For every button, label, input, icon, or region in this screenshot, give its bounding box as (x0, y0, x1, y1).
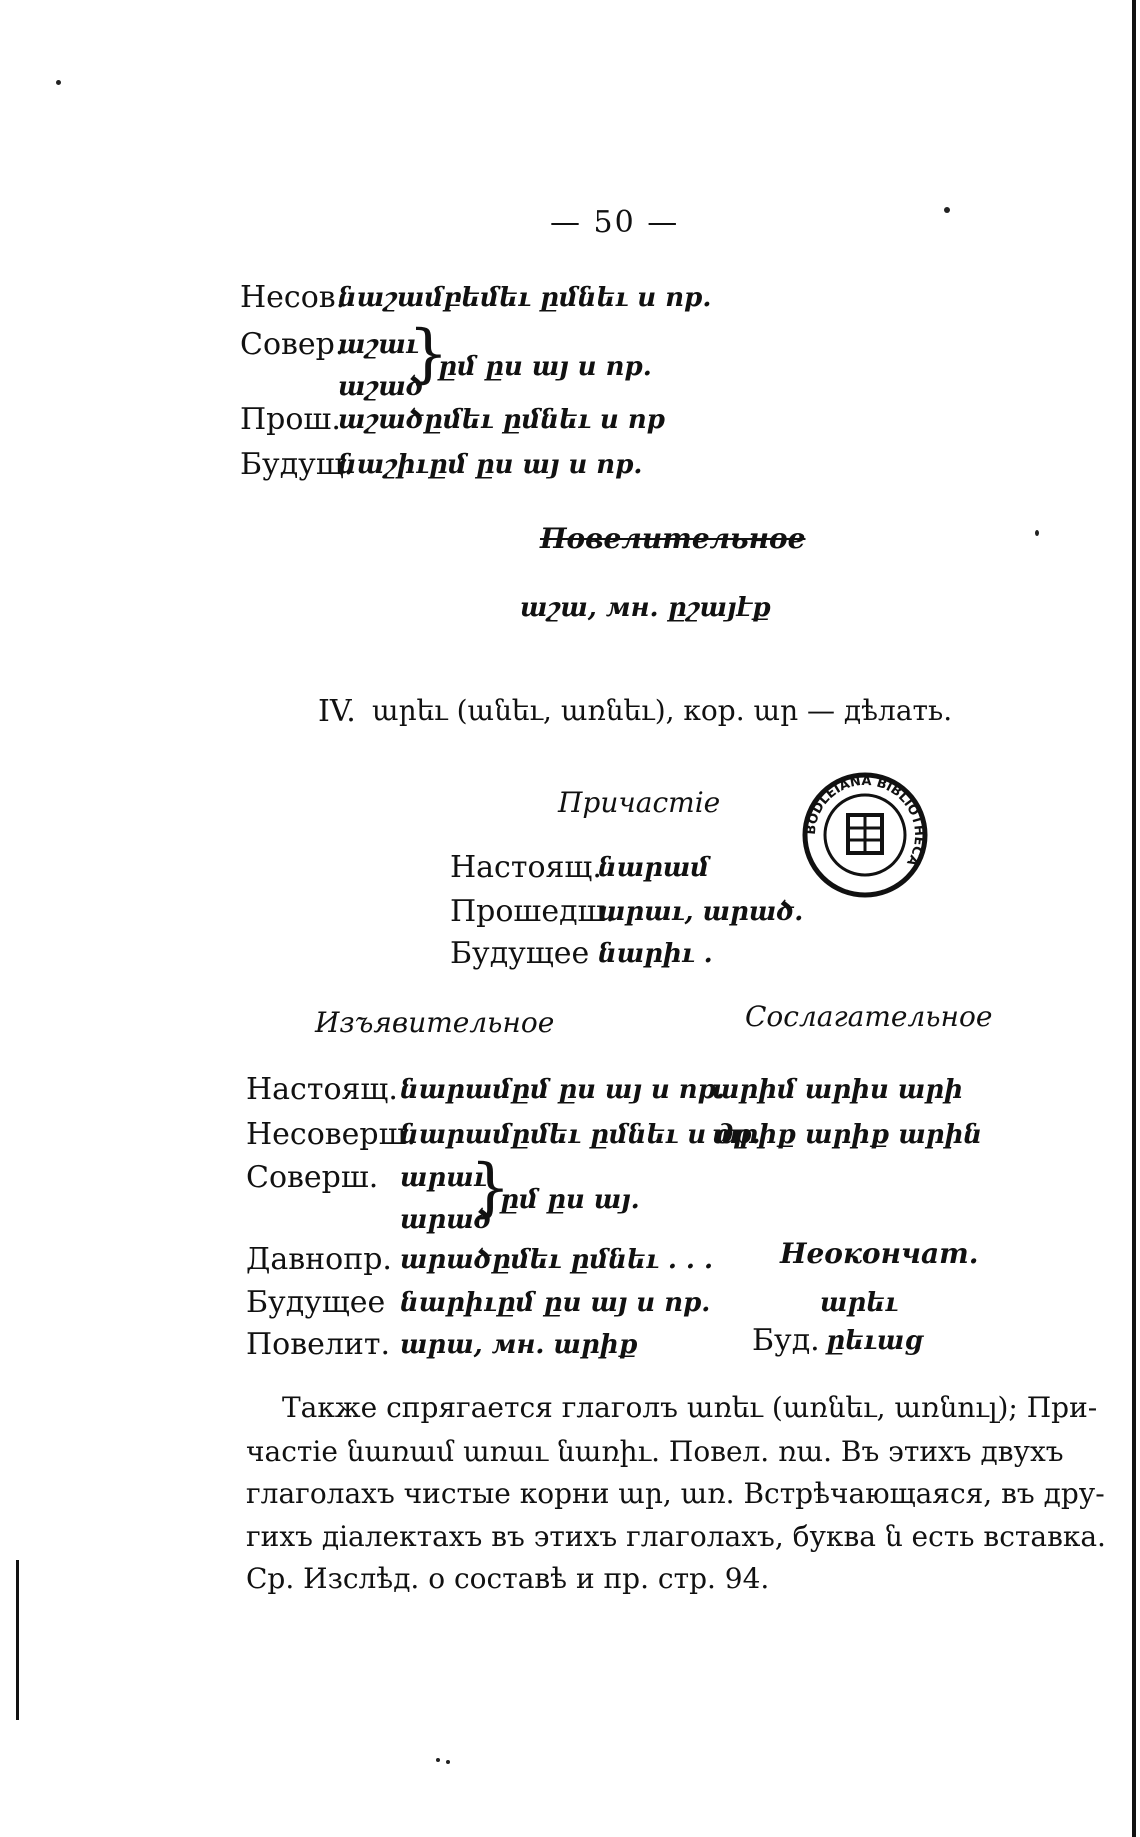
conj-label: Несоверш. (246, 1117, 417, 1152)
participle-label: Настоящ. (450, 850, 602, 885)
paragraph-line: частіе նառամ առաւ նառիւ. Повел. ռա. Въ этихъ двухъ (246, 1435, 1064, 1468)
conj-label: Повелит. (246, 1327, 391, 1362)
conj-subj: արեւ (820, 1288, 898, 1318)
paragraph-line: гихъ діалектахъ въ этихъ глаголахъ, буква ն есть вставка. (246, 1520, 1106, 1553)
participle-value: նարամ (598, 853, 710, 883)
conj-main: նարիւըմ ըս այ и пр. (400, 1288, 711, 1318)
paragraph-line: глаголахъ чистые корни ար, առ. Встрѣчающаяся, въ дру- (246, 1477, 1105, 1510)
imperative-line: աշա, мн. ըշայէք (520, 593, 771, 623)
conj-subj: արիմ արիս արի (712, 1075, 963, 1105)
conj-subj-label: Буд. (752, 1323, 820, 1358)
conj-main: նարամըմեւ ըմնեւ и др. (400, 1120, 761, 1150)
scan-speck (1035, 530, 1039, 536)
row-text: նաշամբեմեւ ըմնեւ и пр. (338, 283, 712, 313)
library-stamp (800, 770, 930, 900)
page-number: — 50 — (550, 205, 680, 240)
conj-subj: արիք արիք արին (712, 1120, 983, 1150)
participle-label: Будущее (450, 936, 590, 971)
section-numeral: IV. (318, 694, 356, 729)
row-text: աշաւ (338, 330, 419, 360)
conj-label: Настоящ. (246, 1072, 398, 1107)
row-label: Прош. (240, 402, 341, 437)
conj-subj: ըեւաց (826, 1326, 923, 1356)
conj-main: արա, мн. արիք (400, 1330, 638, 1360)
row-text: աշածըմեւ ըմնեւ и пр (338, 405, 665, 435)
row-label: Будущ. (240, 447, 354, 482)
scan-speck (436, 1758, 440, 1762)
stamp-text: BODLEIANA BIBLIOTHECA (803, 773, 927, 869)
conj-main: ըմ ըս այ. (500, 1185, 640, 1215)
column-heading-right: Сослагательное (745, 1000, 993, 1033)
conj-main: արած (400, 1205, 492, 1235)
row-text: աշած (338, 372, 424, 402)
imperative-heading: Повелительное (540, 522, 806, 555)
column-heading-left: Изъявительное (315, 1006, 555, 1039)
brace: } (408, 317, 449, 391)
participle-value: արաւ, արած. (598, 897, 804, 927)
scan-edge-line (16, 1560, 19, 1720)
row-text: նաշիւըմ ըս այ и пр. (338, 450, 643, 480)
conj-label: Давнопр. (246, 1242, 392, 1277)
conj-main: նարամըմ ըս այ и пр. (400, 1075, 725, 1105)
row-label: Совер. (240, 327, 345, 362)
brace: } (470, 1151, 511, 1225)
conj-main: արածըմեւ ըմնեւ . . . (400, 1245, 714, 1275)
paragraph-line: Ср. Изслѣд. о составѣ и пр. стр. 94. (246, 1562, 770, 1595)
paragraph-line: Также спрягается глаголъ առեւ (առնեւ, առնուլ); При- (282, 1391, 1098, 1424)
conj-label: Соверш. (246, 1160, 379, 1195)
conj-main: արաւ (400, 1163, 487, 1193)
participle-heading: Причастіе (558, 786, 721, 819)
conj-subj-heading: Неокончат. (780, 1237, 979, 1270)
row-text: ըմ ըս այ и пр. (438, 352, 652, 382)
scan-edge-line (1132, 0, 1136, 1837)
scan-speck (944, 207, 950, 213)
section-title: արեւ (անեւ, առնեւ), кор. ար — дѣлать. (372, 694, 953, 727)
conj-label: Будущее (246, 1285, 386, 1320)
scan-speck (446, 1760, 450, 1764)
participle-value: նարիւ . (598, 939, 713, 969)
scan-speck (56, 80, 61, 85)
row-label: Несов. (240, 280, 346, 315)
participle-label: Прошедш. (450, 894, 615, 929)
